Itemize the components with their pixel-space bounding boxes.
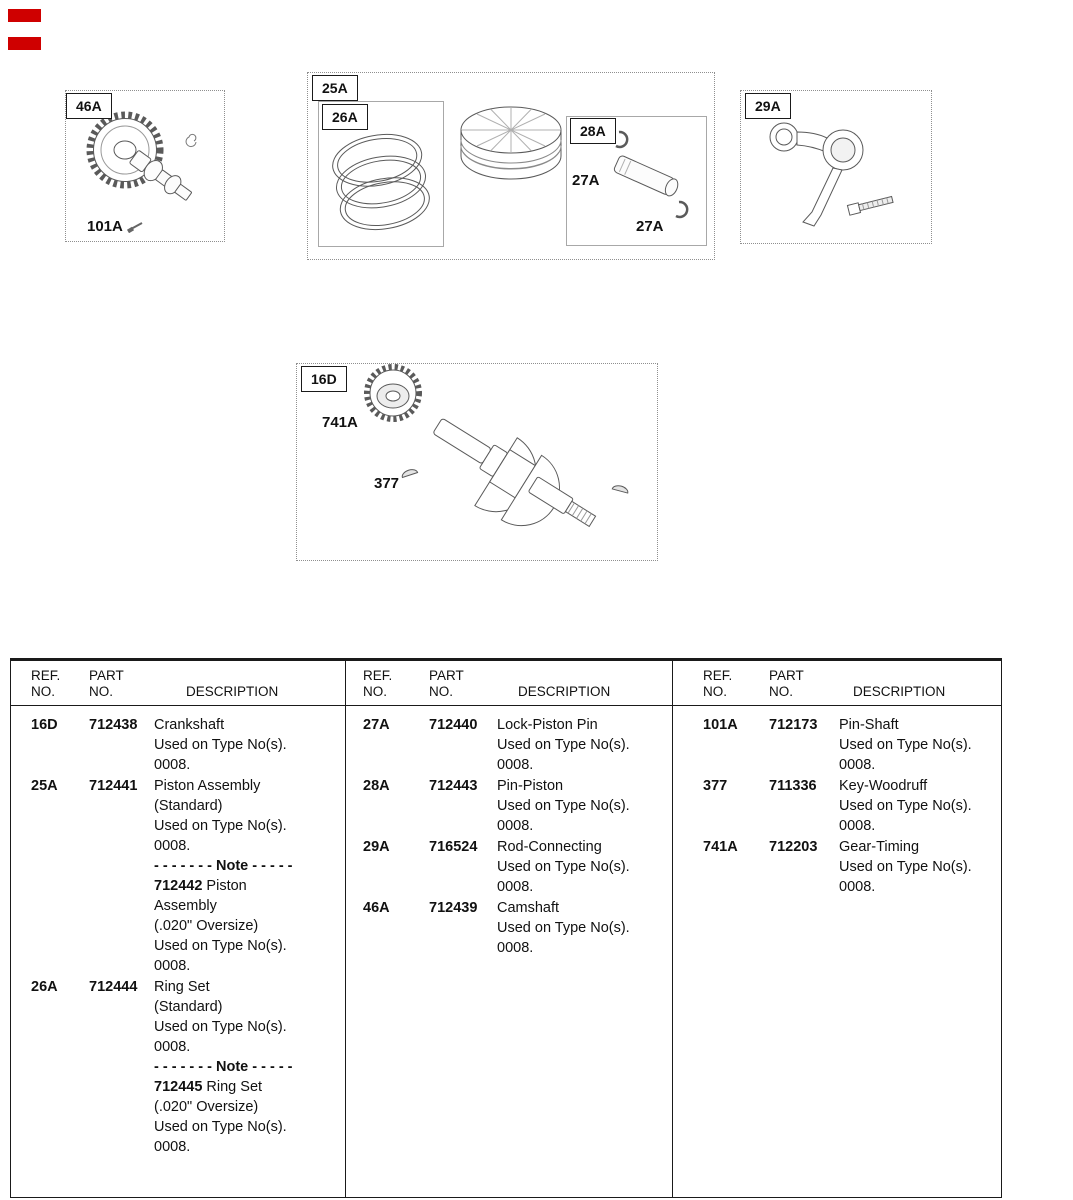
part-description (154, 977, 345, 1157)
part-description (839, 715, 1001, 775)
part-entry (31, 977, 345, 1157)
description-line: Ring Set (154, 979, 210, 995)
description-line: Used on Type No(s). (497, 798, 630, 814)
description-line: Pin-Shaft (839, 717, 899, 733)
parts-column-body-1 (11, 706, 345, 1158)
header-part-line2: NO. (429, 684, 454, 699)
description-line: Used on Type No(s). (154, 818, 287, 834)
header-part (769, 668, 839, 700)
callout-741a (322, 414, 358, 431)
ref-no: 26A (31, 979, 58, 995)
diagram-label-28a: 28A (570, 118, 616, 144)
parts-table-column-2 (346, 661, 673, 1197)
header-ref-line1: REF. (703, 668, 733, 683)
description-line: Gear-Timing (839, 839, 920, 855)
ref-no: 377 (703, 778, 728, 794)
timing-gear-icon (367, 367, 419, 419)
description-line: Used on Type No(s). (497, 859, 630, 875)
description-line: (.020" Oversize) (154, 918, 259, 934)
part-entry (703, 837, 1001, 897)
description-line: 0008. (497, 879, 534, 895)
part-no: 712439 (429, 900, 478, 916)
description-line: Used on Type No(s). (154, 1119, 287, 1135)
callout-27a-upper-text: 27A (572, 172, 600, 189)
part-entry (31, 776, 345, 976)
ref-no: 16D (31, 717, 58, 733)
description-line: 0008. (154, 1139, 191, 1155)
description-line: 0008. (154, 1039, 191, 1055)
header-description: DESCRIPTION (518, 684, 611, 699)
header-part-line1: PART (769, 668, 804, 683)
diagram-label-16d: 16D (301, 366, 347, 392)
parts-table-column-3 (673, 661, 1001, 1197)
callout-741a-text: 741A (322, 414, 358, 431)
callout-101a (87, 218, 144, 235)
diagram-label-25a: 25A (312, 75, 358, 101)
piston-rings-illustration (328, 112, 434, 238)
description-line: Used on Type No(s). (497, 920, 630, 936)
callout-27a-upper (572, 172, 600, 189)
description-line: Pin-Piston (497, 778, 564, 794)
part-no: 712173 (769, 717, 818, 733)
part-entry (363, 776, 672, 836)
description-line: Used on Type No(s). (839, 737, 972, 753)
ref-no: 29A (363, 839, 390, 855)
parts-column-body-3 (673, 706, 1001, 898)
description-line: Used on Type No(s). (154, 1019, 287, 1035)
parts-column-body-2 (346, 706, 672, 959)
description-line: Used on Type No(s). (154, 938, 287, 954)
part-no: 712443 (429, 778, 478, 794)
header-part-line2: NO. (89, 684, 114, 699)
part-no: 712444 (89, 979, 138, 995)
brand-block (8, 37, 41, 50)
ref-no: 25A (31, 778, 58, 794)
woodruff-key-icon (401, 468, 418, 478)
crankshaft-illustration (296, 363, 656, 559)
header-ref-line1: REF. (31, 668, 61, 683)
description-line: 712445 Ring Set (154, 1079, 263, 1095)
description-line: (.020" Oversize) (154, 1099, 259, 1115)
callout-377-text: 377 (374, 475, 400, 492)
description-line: Crankshaft (154, 717, 225, 733)
description-line: 0008. (497, 818, 534, 834)
header-part (429, 668, 497, 700)
parts-table-column-1 (11, 661, 346, 1197)
header-part-line2: NO. (769, 684, 794, 699)
description-line: - - - - - - - Note - - - - - (154, 858, 293, 874)
part-no: 712438 (89, 717, 138, 733)
part-description (497, 837, 672, 897)
description-line: (Standard) (154, 999, 223, 1015)
header-description: DESCRIPTION (853, 684, 946, 699)
part-description (154, 715, 345, 775)
description-line: 0008. (497, 757, 534, 773)
description-line: Piston Assembly (154, 778, 261, 794)
header-part (89, 668, 154, 700)
description-line: 0008. (839, 818, 876, 834)
part-no: 712441 (89, 778, 138, 794)
callout-27a-lower-text: 27A (636, 218, 664, 235)
part-description (497, 898, 672, 958)
part-no: 712203 (769, 839, 818, 855)
table-header (673, 661, 1001, 706)
woodruff-key-icon (612, 484, 629, 493)
header-ref-line1: REF. (363, 668, 393, 683)
header-ref-line2: NO. (363, 684, 388, 699)
part-description (497, 715, 672, 775)
description-line: 0008. (497, 940, 534, 956)
description-line: Assembly (154, 898, 217, 914)
description-line: Camshaft (497, 900, 560, 916)
part-description (154, 776, 345, 976)
header-description: DESCRIPTION (186, 684, 279, 699)
pin-shaft-icon (126, 221, 144, 233)
part-entry (31, 715, 345, 775)
header-ref (31, 668, 89, 700)
rod-bolt-icon (847, 195, 893, 216)
ref-no: 46A (363, 900, 390, 916)
header-part-line1: PART (429, 668, 464, 683)
ref-no: 101A (703, 717, 738, 733)
description-line: Key-Woodruff (839, 778, 928, 794)
description-line: Used on Type No(s). (839, 859, 972, 875)
diagram-label-26a: 26A (322, 104, 368, 130)
ref-no: 27A (363, 717, 390, 733)
ref-no: 28A (363, 778, 390, 794)
description-line: Used on Type No(s). (497, 737, 630, 753)
description-line: Used on Type No(s). (154, 737, 287, 753)
header-ref (703, 668, 769, 700)
piston-illustration (455, 100, 567, 195)
description-line: - - - - - - - Note - - - - - (154, 1059, 293, 1075)
description-line: (Standard) (154, 798, 223, 814)
brand-block (8, 9, 41, 22)
callout-27a-lower (636, 218, 664, 235)
part-entry (363, 898, 672, 958)
description-line: Used on Type No(s). (839, 798, 972, 814)
header-ref-line2: NO. (31, 684, 56, 699)
description-line: 712442 Piston (154, 878, 247, 894)
part-no: 711336 (769, 778, 817, 794)
description-line: 0008. (839, 757, 876, 773)
ref-no: 741A (703, 839, 738, 855)
camshaft-illustration (70, 100, 220, 235)
description-line: 0008. (154, 838, 191, 854)
part-description (497, 776, 672, 836)
part-description (839, 837, 1001, 897)
part-entry (703, 715, 1001, 775)
part-entry (363, 837, 672, 897)
diagram-label-46a: 46A (66, 93, 112, 119)
part-description (839, 776, 1001, 836)
header-part-line1: PART (89, 668, 124, 683)
description-line: 0008. (839, 879, 876, 895)
retaining-clip-icon (616, 132, 627, 147)
header-ref-line2: NO. (703, 684, 728, 699)
table-header (346, 661, 672, 706)
retaining-clip-icon (676, 202, 687, 217)
parts-table (10, 658, 1002, 1198)
header-ref (363, 668, 429, 700)
description-line: 0008. (154, 757, 191, 773)
part-no: 712440 (429, 717, 478, 733)
part-no: 716524 (429, 839, 478, 855)
part-entry (703, 776, 1001, 836)
description-line: 0008. (154, 958, 191, 974)
callout-101a-text: 101A (87, 218, 123, 235)
description-line: Lock-Piston Pin (497, 717, 598, 733)
table-header (11, 661, 345, 706)
description-line: Rod-Connecting (497, 839, 602, 855)
callout-377 (374, 475, 399, 492)
part-entry (363, 715, 672, 775)
diagram-label-29a: 29A (745, 93, 791, 119)
